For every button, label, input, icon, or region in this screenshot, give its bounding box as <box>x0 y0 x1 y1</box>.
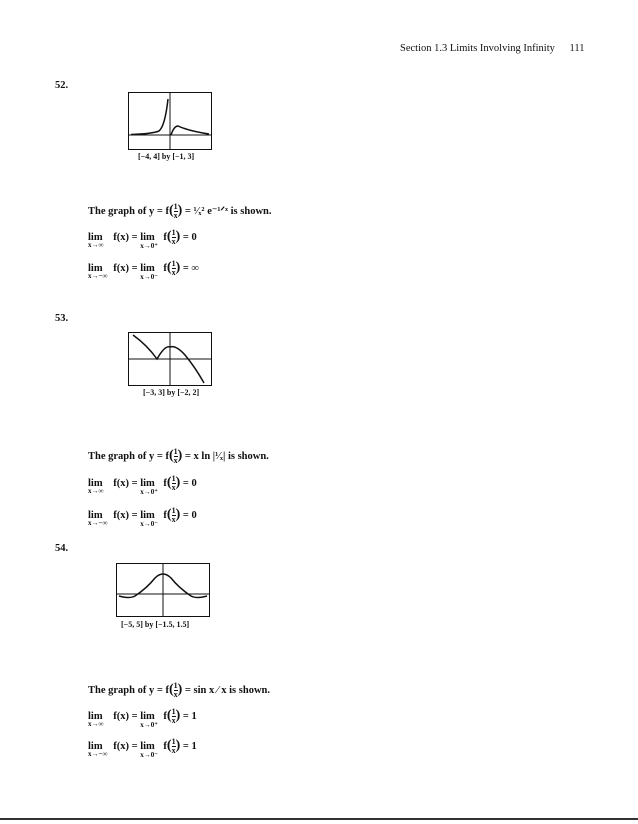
graph-54 <box>116 563 210 617</box>
graph-53 <box>128 332 212 386</box>
limit-line-1-54: lim x→∞ f(x) = lim x→0⁺ f( $\frac{1}{x}$ ) = 1 <box>88 707 197 729</box>
graph-statement-53: The graph of y = f( $\frac{1}{x}$ ) = x ln |¹⁄ₓ| is shown. <box>88 447 269 465</box>
limit-line-1-52: lim x→∞ f(x) = lim x→0⁺ f( $\frac{1}{x}$ ) = 0 <box>88 228 197 250</box>
graph-52 <box>128 92 212 150</box>
page-bottom-rule <box>0 818 638 820</box>
curve-right <box>171 126 209 135</box>
graph-statement-52: The graph of y = f( $\frac{1}{x}$ ) = ¹⁄ₓ² e⁻¹ᐟˣ is shown. <box>88 202 272 220</box>
limit-line-1-53: lim x→∞ f(x) = lim x→0⁺ f( $\frac{1}{x}$ ) = 0 <box>88 474 197 496</box>
window-label-52: [−4, 4] by [−1, 3] <box>138 152 195 161</box>
rhs-53: = x ln |¹⁄ₓ| <box>184 450 226 462</box>
rhs-52: = ¹⁄ₓ² e⁻¹ᐟˣ <box>184 205 229 217</box>
window-label-54: [−5, 5] by [−1.5, 1.5] <box>121 620 190 629</box>
problem-number-53: 53. <box>55 313 69 324</box>
problem-number-54: 54. <box>55 543 69 554</box>
limit-line-2-52: lim x→−∞ f(x) = lim x→0⁻ f( $\frac{1}{x}$ ) = ∞ <box>88 259 199 281</box>
curve-left <box>131 99 168 135</box>
window-label-53: [−3, 3] by [−2, 2] <box>143 388 200 397</box>
limit-line-2-53: lim x→−∞ f(x) = lim x→0⁻ f( $\frac{1}{x}$ ) = 0 <box>88 506 197 528</box>
problem-number-52: 52. <box>55 80 69 91</box>
page-header <box>400 43 584 54</box>
graph-statement-54: The graph of y = f( $\frac{1}{x}$ ) = sin x ⁄ x is shown. <box>88 681 270 699</box>
section-title: Section 1.3 Limits Involving Infinity <box>400 43 555 54</box>
limit-line-2-54: lim x→−∞ f(x) = lim x→0⁻ f( $\frac{1}{x}$ ) = 1 <box>88 737 197 759</box>
page-number: 111 <box>569 43 585 54</box>
rhs-54: = sin x ⁄ x <box>184 684 227 696</box>
